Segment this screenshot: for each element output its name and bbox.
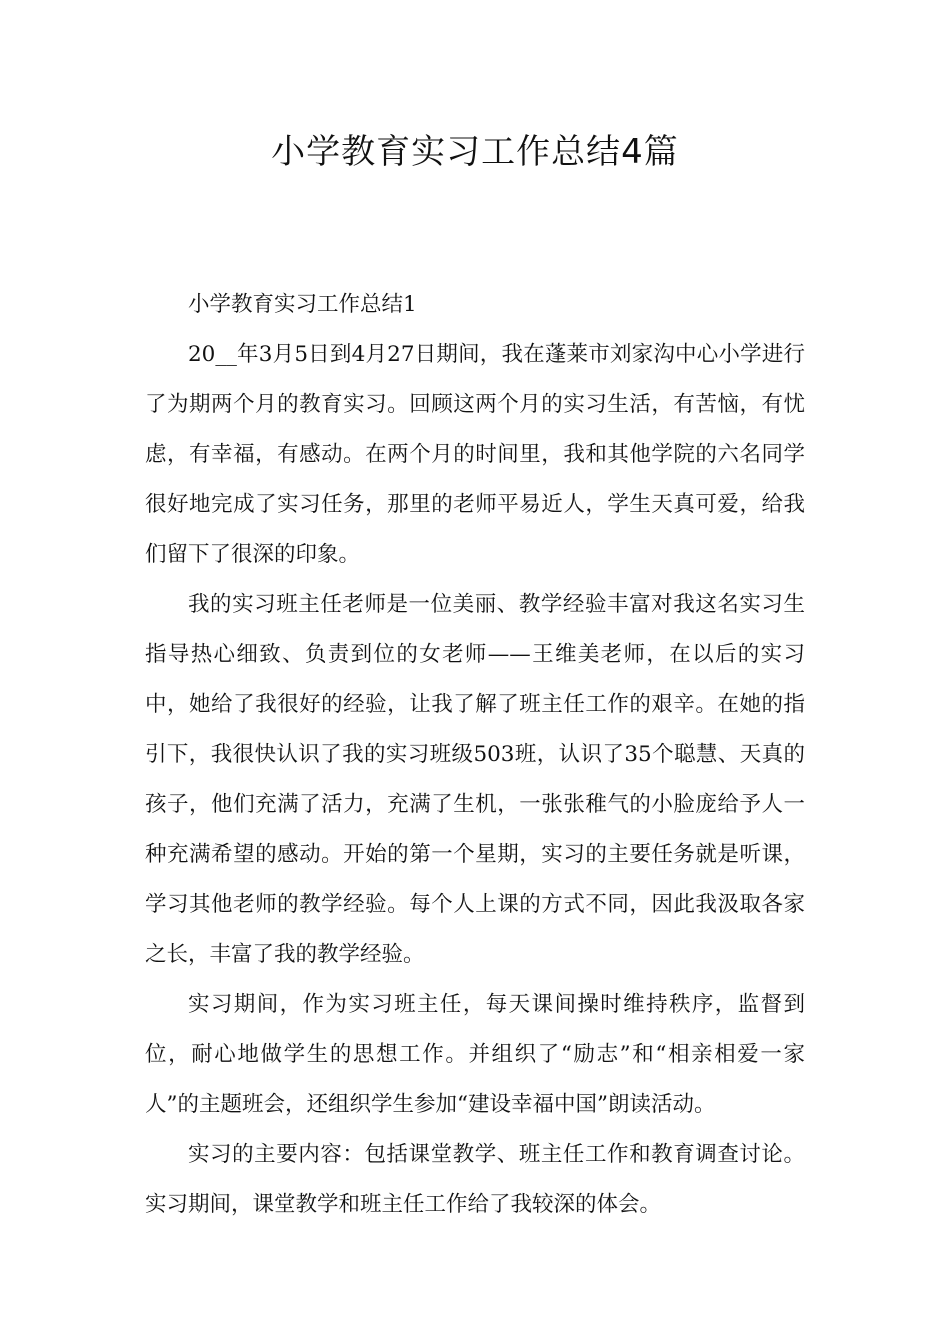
paragraph-3: 实习期间，作为实习班主任，每天课间操时维持秩序，监督到位，耐心地做学生的思想工作。并组织了“励志”和“相亲相爱一家人”的主题班会，还组织学生参加“建设幸福中国”朗读活动。 [145,992,805,1117]
section-heading: 小学教育实习工作总结1 [188,292,417,317]
document-body [145,280,805,1230]
paragraph-1: 20__年3月5日到4月27日期间，我在蓬莱市刘家沟中心小学进行了为期两个月的教育实习。回顾这两个月的实习生活，有苦恼，有忧虑，有幸福，有感动。在两个月的时间里，我和其他学院的六名同学很好地完成了实习任务，那里的老师平易近人，学生天真可爱，给我们留下了很深的印象。 [145,342,805,567]
document-title: 小学教育实习工作总结4篇 [271,132,679,172]
paragraph-4: 实习的主要内容：包括课堂教学、班主任工作和教育调查讨论。实习期间，课堂教学和班主任工作给了我较深的体会。 [145,1142,805,1217]
paragraph-2: 我的实习班主任老师是一位美丽、教学经验丰富对我这名实习生指导热心细致、负责到位的女老师——王维美老师，在以后的实习中，她给了我很好的经验，让我了解了班主任工作的艰辛。在她的指引下，我很快认识了我的实习班级503班，认识了35个聪慧、天真的孩子，他们充满了活力，充满了生机，一张张稚气的小脸庞给予人一种充满希望的感动。开始的第一个星期，实习的主要任务就是听课，学习其他老师的教学经验。每个人上课的方式不同，因此我汲取各家之长，丰富了我的教学经验。 [145,592,805,967]
